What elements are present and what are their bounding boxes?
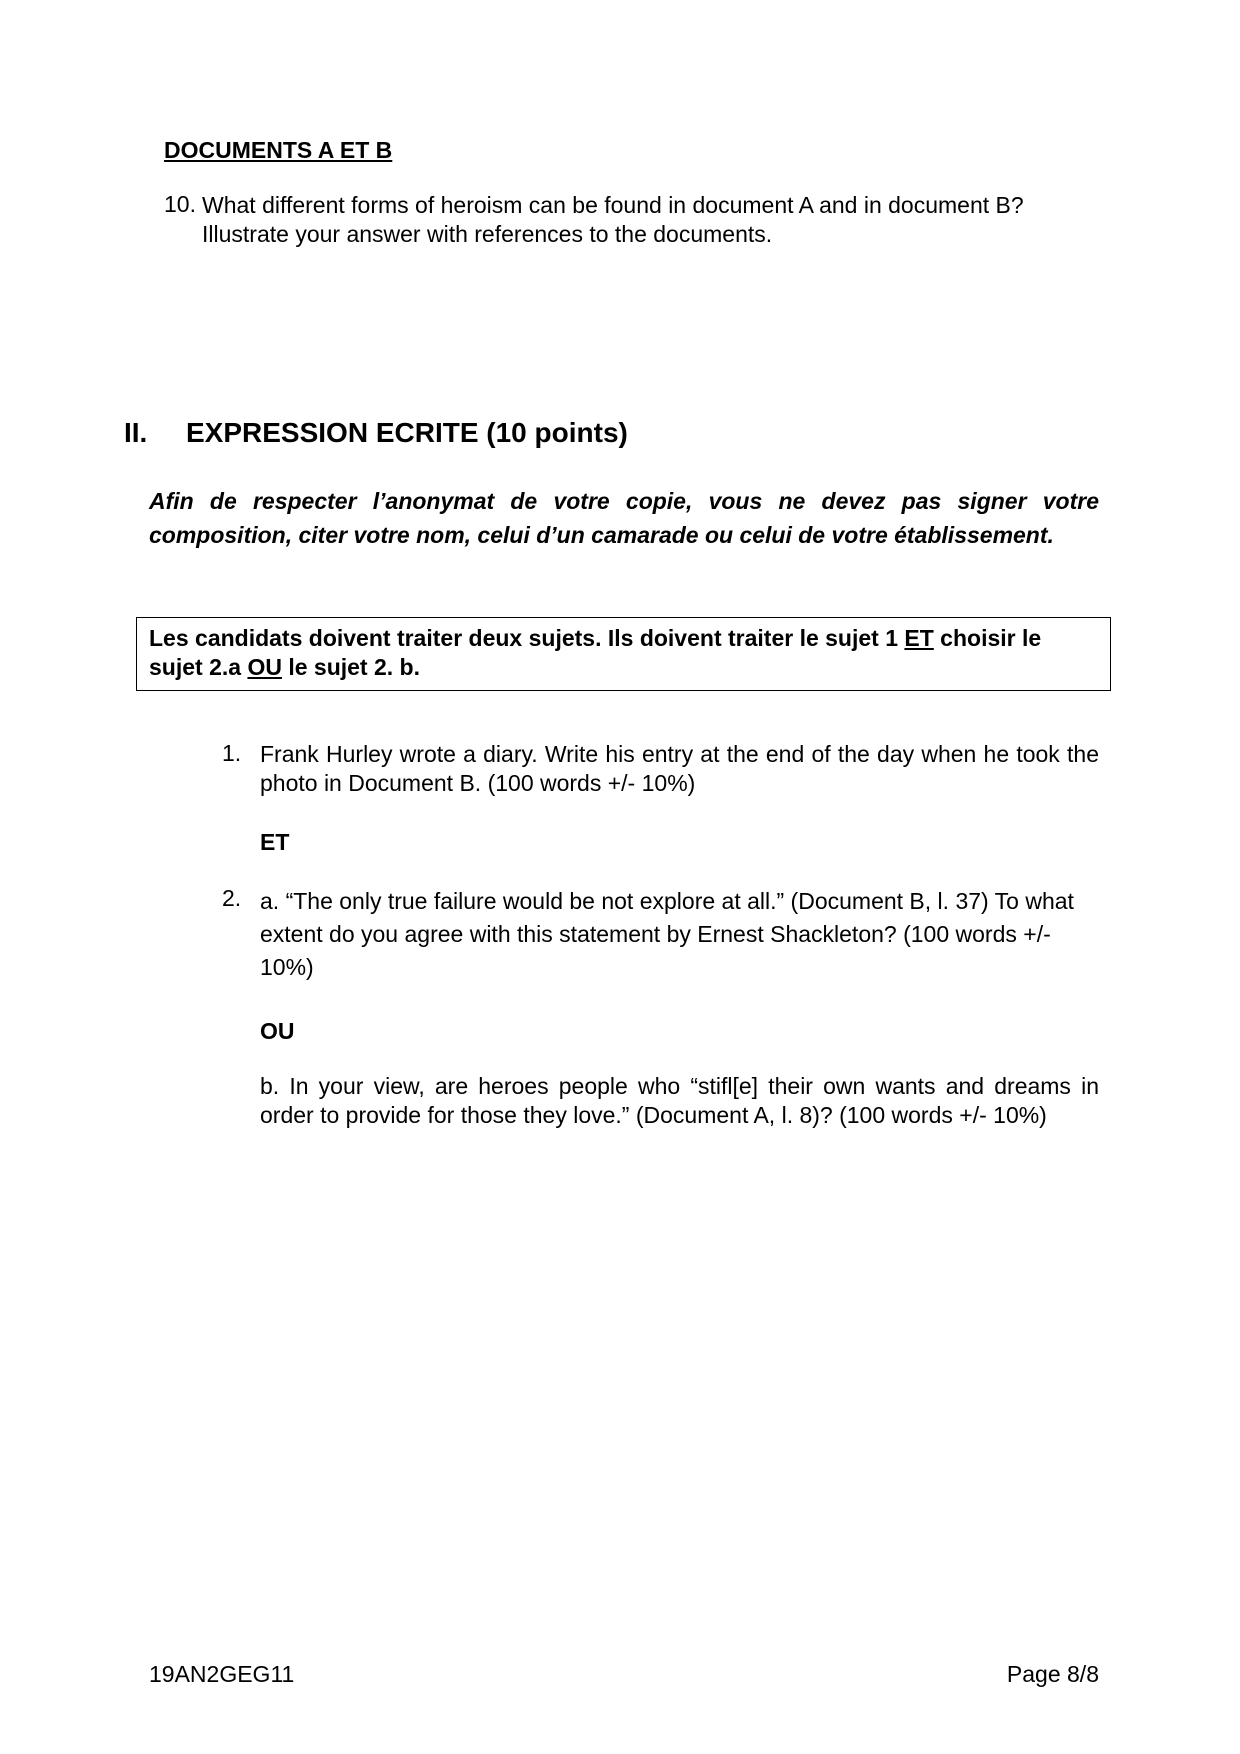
topic-2-number: 2.: [222, 885, 242, 911]
footer-code: 19AN2GEG11: [149, 1661, 295, 1687]
instructions-box: [136, 617, 1111, 691]
part-number: II.: [124, 417, 148, 448]
footer-page-number: Page 8/8: [1006, 1661, 1099, 1687]
anonymity-notice: Afin de respecter l’anonymat de votre copie, vous ne devez pas signer votre composition, citer votre nom, celui d’un camarade ou celui de votre établissement.: [149, 488, 1099, 548]
section-heading: DOCUMENTS A ET B: [164, 137, 393, 163]
question-10-text: What different forms of heroism can be found in document A and in document B? Illustrate your answer with references to the documents.: [202, 192, 1024, 247]
topic-2a-text: a. “The only true failure would be not explore at all.” (Document B, l. 37) To what extent do you agree with this statement by Ernest Shackleton? (100 words +/- 10%): [260, 888, 1074, 980]
connector-et: ET: [260, 829, 290, 855]
instructions-ou: OU: [247, 654, 282, 680]
instructions-text-part2: choisir le sujet 2.a: [149, 625, 1042, 680]
instructions-et: ET: [904, 625, 934, 651]
instructions-text-part1: Les candidats doivent traiter deux sujets. Ils doivent traiter le sujet 1: [149, 625, 905, 651]
topic-1-number: 1.: [222, 740, 242, 766]
question-10-number: 10.: [164, 191, 196, 217]
connector-ou: OU: [260, 1018, 295, 1044]
instructions-text-part3: le sujet 2. b.: [281, 654, 420, 680]
topic-1-text: Frank Hurley wrote a diary. Write his entry at the end of the day when he took the photo in Document B. (100 words +/- 10%): [260, 741, 1099, 796]
topic-2b-text: b. In your view, are heroes people who “stifl[e] their own wants and dreams in order to provide for those they love.” (Document A, l. 8)? (100 words +/- 10%): [260, 1073, 1099, 1128]
part-title: EXPRESSION ECRITE (10 points): [186, 417, 628, 448]
